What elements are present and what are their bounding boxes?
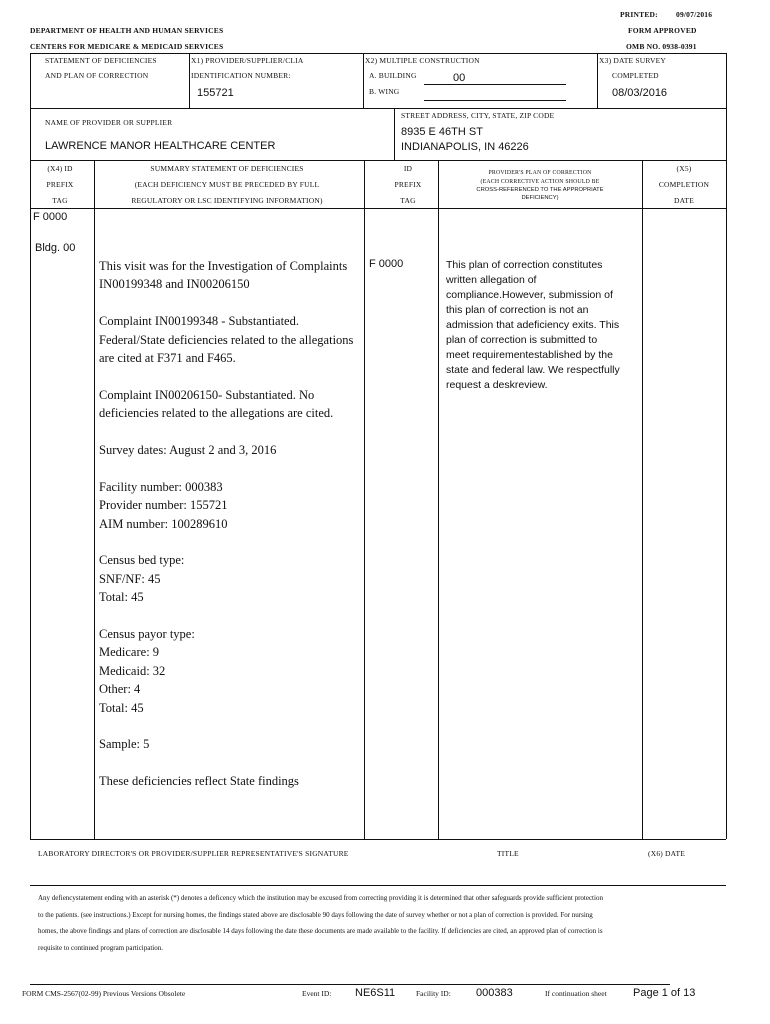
divider-x2 [363, 53, 364, 108]
plan-header-1: PROVIDER'S PLAN OF CORRECTION [488, 170, 592, 176]
form-top-border [30, 53, 726, 54]
continuation-label: If continuation sheet [545, 989, 607, 998]
provider-name-value: LAWRENCE MANOR HEALTHCARE CENTER [45, 140, 276, 152]
form-approved: FORM APPROVED [628, 26, 697, 35]
col-divider-2 [364, 160, 365, 839]
summary-paragraph: Sample: 5 [99, 737, 150, 752]
signature-label: LABORATORY DIRECTOR'S OR PROVIDER/SUPPLIER REPRESENTATIVE'S SIGNATURE [38, 849, 349, 858]
address-line1: 8935 E 46TH ST [401, 126, 483, 138]
x2-label: X2) MULTIPLE CONSTRUCTION [365, 56, 480, 65]
building-number: Bldg. 00 [35, 242, 76, 254]
building-value: 00 [453, 72, 466, 84]
wing-label: B. WING [369, 87, 400, 96]
plan-header-2: (EACH CORRECTIVE ACTION SHOULD BE [480, 179, 600, 185]
form-number: FORM CMS-2567(02-99) Previous Versions Obsolete [22, 989, 186, 998]
x5-header-2: COMPLETION [658, 180, 710, 189]
building-underline [424, 84, 566, 85]
department-title: DEPARTMENT OF HEALTH AND HUMAN SERVICES [30, 26, 224, 35]
printed-date: 09/07/2016 [676, 10, 713, 19]
form-left-border-top [30, 53, 31, 108]
signature-bottom-rule [30, 885, 726, 886]
row-divider-2 [30, 160, 726, 161]
statement-label-1: STATEMENT OF DEFICIENCIES [45, 56, 157, 65]
body-bottom-border [30, 839, 726, 840]
facility-id-value: 000383 [476, 987, 513, 999]
summary-paragraph: Census payor type: Medicare: 9 Medicaid: 32 Other: 4 Total: 45 [99, 627, 195, 715]
x4-header-2: PREFIX [46, 180, 74, 189]
row-divider-3 [30, 208, 726, 209]
summary-paragraph: This visit was for the Investigation of Complaints IN00199348 and IN00206150 [99, 259, 348, 292]
address-divider [394, 108, 395, 160]
statement-label-2: AND PLAN OF CORRECTION [45, 71, 149, 80]
summary-paragraph: These deficiencies reflect State findings [99, 774, 299, 789]
building-label: A. BUILDING [369, 71, 417, 80]
summary-paragraph: Complaint IN00199348 - Substantiated. Federal/State deficiencies related to the allegations are cited at F371 and F465. [99, 314, 354, 366]
row-divider-1 [30, 108, 726, 109]
id-header-1: ID [403, 164, 413, 173]
printed-label: PRINTED: [620, 10, 658, 19]
provider-id-value: 155721 [197, 87, 234, 99]
left-prefix-tag: F 0000 [33, 211, 68, 223]
x4-header-3: TAG [52, 196, 68, 205]
summary-paragraph: Survey dates: August 2 and 3, 2016 [99, 443, 277, 458]
title-label: TITLE [497, 849, 519, 858]
summary-paragraph: Facility number: 000383 Provider number: 155721 AIM number: 100289610 [99, 479, 228, 531]
event-id-value: NE6S11 [355, 987, 396, 999]
address-label: STREET ADDRESS, CITY, STATE, ZIP CODE [401, 111, 555, 120]
x1-label-1: X1) PROVIDER/SUPPLIER/CLIA [191, 56, 304, 65]
divider-x1 [189, 53, 190, 108]
divider-x3 [597, 53, 598, 108]
form-left-border [30, 108, 31, 839]
page-number: Page 1 of 13 [633, 987, 696, 999]
x3-label-2: COMPLETED [612, 71, 659, 80]
col-divider-4 [642, 160, 643, 839]
survey-date-value: 08/03/2016 [612, 87, 668, 99]
id-header-3: TAG [400, 196, 416, 205]
footer-rule [30, 984, 670, 985]
summary-paragraph: Census bed type: SNF/NF: 45 Total: 45 [99, 553, 185, 605]
col-divider-3 [438, 160, 439, 839]
event-id-label: Event ID: [302, 989, 332, 998]
summary-paragraph: Complaint IN00206150- Substantiated. No deficiencies related to the allegations are cited. [99, 387, 334, 421]
summary-header-3: REGULATORY OR LSC IDENTIFYING INFORMATION) [131, 196, 323, 205]
x4-header-1: (X4) ID [47, 164, 73, 173]
summary-statement [99, 257, 361, 791]
x1-label-2: IDENTIFICATION NUMBER: [191, 71, 291, 80]
facility-id-label: Facility ID: [416, 989, 451, 998]
x3-label-1: X3) DATE SURVEY [599, 56, 666, 65]
summary-header-1: SUMMARY STATEMENT OF DEFICIENCIES [150, 164, 304, 173]
disclaimer-text: Any defiencystatement ending with an asterisk (*) denotes a deficency which the institution may be excused from correcting providing it is determined that other safeguards provide sufficient protection to the patients. (see instructions.) Except for nursing homes, the findings stated above are disclosable 90 days following the date of survey whether or not a plan of correction is provided. For nursing homes, the above findings and plans of correction are disclosable 14 days following the date these documents are made available to the facility. If deficiencies are cited, an approved plan of correction is requisite to continued program participation. [38, 894, 603, 952]
x5-header-1: (X5) [676, 164, 692, 173]
plan-of-correction-text: This plan of correction constitutes written allegation of compliance.However, submission of this plan of correction is not an admission that adeficiency exits. This plan of correction is submitted to meet requirementestablished by the state and federal law. We respectfully request a deskreview. [446, 259, 620, 391]
plan-header-3: CROSS-REFERENCED TO THE APPROPRIATE [476, 187, 604, 193]
id-header-2: PREFIX [394, 180, 422, 189]
omb-number: OMB NO. 0938-0391 [626, 42, 697, 51]
x5-header-3: DATE [674, 196, 694, 205]
summary-header-2: (EACH DEFICIENCY MUST BE PRECEDED BY FULL [134, 180, 320, 189]
col-divider-1 [94, 160, 95, 839]
centers-title: CENTERS FOR MEDICARE & MEDICAID SERVICES [30, 42, 224, 51]
provider-name-label: NAME OF PROVIDER OR SUPPLIER [45, 118, 173, 127]
plan-header-4: DEFICIENCY) [521, 195, 559, 201]
form-right-border [726, 108, 727, 839]
form-right-border-top [726, 53, 727, 108]
wing-underline [424, 100, 566, 101]
address-line2: INDIANAPOLIS, IN 46226 [401, 141, 529, 153]
right-prefix-tag: F 0000 [369, 258, 404, 270]
x6-date-label: (X6) DATE [648, 849, 686, 858]
